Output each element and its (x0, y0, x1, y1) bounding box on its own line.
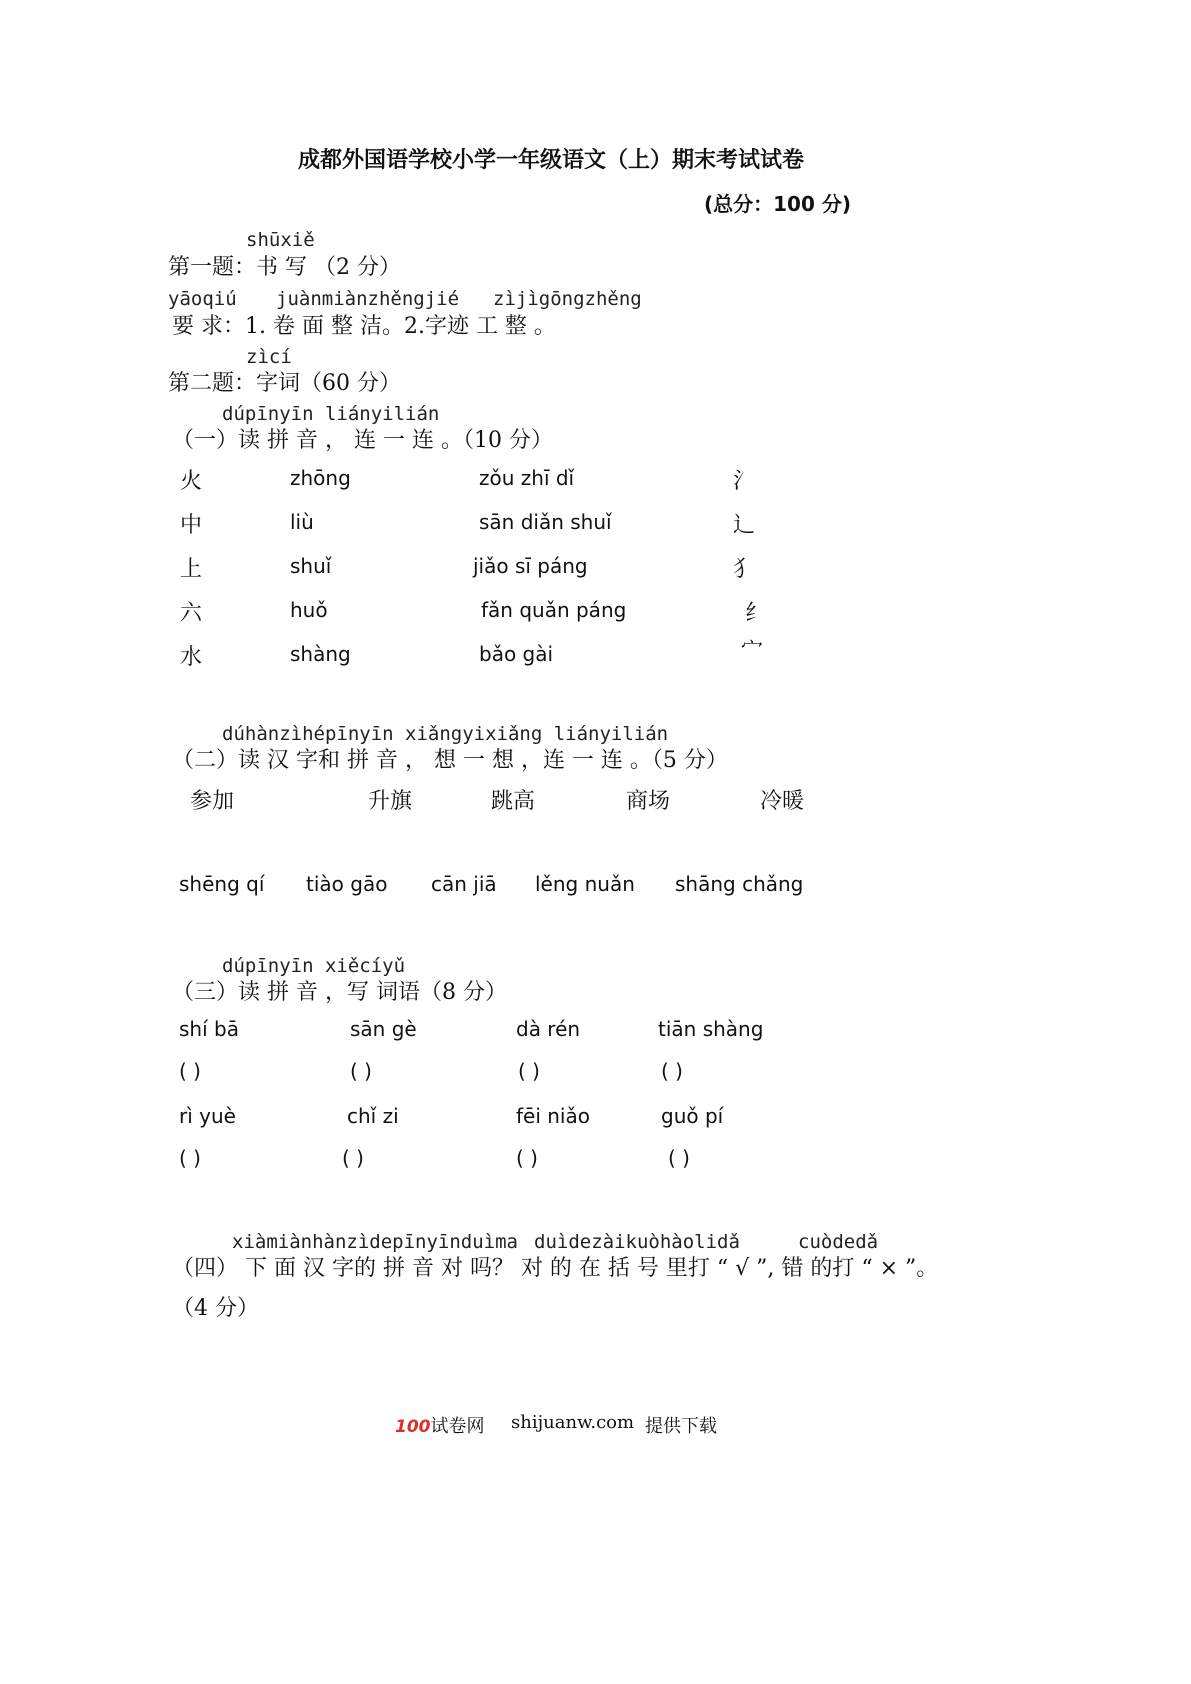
q2-pinyin: zìcí (246, 346, 292, 368)
s1-pinyin-item: zhōng (290, 466, 351, 490)
s1-pinyin-item: liù (290, 510, 314, 534)
s3-word-pinyin: guǒ pí (661, 1104, 724, 1128)
s2-pinyin-item: tiào gāo (306, 872, 388, 896)
s3-answer-blank[interactable]: ( ) (661, 1059, 683, 1083)
s1-char: 中 (180, 513, 203, 538)
s1-heading: （一）读 拼 音 ， 连 一 连 。（10 分） (172, 428, 553, 453)
s4-pinyin-1: xiàmiànhànzìdepīnyīnduìma (232, 1231, 518, 1253)
s2-word: 升旗 (368, 789, 413, 814)
q1-req-pinyin-1: yāoqiú (168, 288, 237, 310)
s3-word-pinyin: tiān shàng (658, 1017, 764, 1041)
s3-answer-blank[interactable]: ( ) (516, 1146, 538, 1170)
q2-heading: 第二题：字词（60 分） (168, 371, 401, 396)
s1-char: 火 (180, 469, 203, 494)
footer-site-name: 试卷网 (430, 1416, 485, 1437)
q1-requirement: 要 求：1. 卷 面 整 洁。2.字迹 工 整 。 (172, 314, 556, 339)
s1-radical-name: fǎn quǎn páng (481, 598, 627, 622)
s3-answer-blank[interactable]: ( ) (668, 1146, 690, 1170)
s3-word-pinyin: shí bā (179, 1017, 239, 1041)
s1-pinyin-item: shàng (290, 642, 351, 666)
site-logo: 100 (395, 1417, 431, 1437)
s3-pinyin: dúpīnyīn xiěcíyǔ (222, 955, 406, 977)
s4-pinyin-2: duìdezàikuòhàolidǎ (534, 1231, 740, 1253)
s4-score: （4 分） (172, 1296, 259, 1321)
s2-pinyin: dúhànzìhépīnyīn xiǎngyixiǎng liányilián (222, 723, 669, 745)
s2-word: 冷暖 (760, 789, 805, 814)
q1-heading: 第一题：书 写 （2 分） (168, 255, 401, 280)
s3-answer-blank[interactable]: ( ) (179, 1146, 201, 1170)
s1-char: 六 (180, 601, 203, 626)
s1-radical: 氵 (733, 469, 756, 494)
s2-pinyin-item: lěng nuǎn (535, 872, 635, 896)
s2-word: 商场 (626, 789, 671, 814)
s4-heading: （四） 下 面 汉 字的 拼 音 对 吗？ 对 的 在 括 号 里打 “ √ ”, 错 的打 “ × ”。 (172, 1256, 939, 1281)
s1-radical-name: zǒu zhī dǐ (479, 466, 575, 490)
s3-word-pinyin: chǐ zi (347, 1104, 399, 1128)
s2-heading: （二）读 汉 字和 拼 音 ， 想 一 想 ，连 一 连 。（5 分） (172, 748, 728, 773)
s1-radical-name: bǎo gài (479, 642, 554, 666)
q1-pinyin: shūxiě (246, 229, 315, 251)
s1-radical: 纟 (745, 601, 768, 626)
s4-pinyin-3: cuòdedǎ (798, 1231, 879, 1253)
s3-answer-blank[interactable]: ( ) (342, 1146, 364, 1170)
s3-word-pinyin: rì yuè (179, 1104, 236, 1128)
s3-answer-blank[interactable]: ( ) (179, 1059, 201, 1083)
s3-word-pinyin: dà rén (516, 1017, 581, 1041)
s1-char: 水 (180, 645, 203, 670)
s1-pinyin-item: shuǐ (290, 554, 332, 578)
page-title: 成都外国语学校小学一年级语文（上）期末考试试卷 (298, 148, 805, 173)
s1-pinyin-item: huǒ (290, 598, 328, 622)
s1-radical: 宀 (741, 638, 764, 651)
footer-tagline: 提供下载 (645, 1416, 717, 1437)
s3-word-pinyin: sān gè (350, 1017, 417, 1041)
footer (395, 1412, 485, 1438)
s3-word-pinyin: fēi niǎo (516, 1104, 590, 1128)
footer-url[interactable]: shijuanw.com (511, 1412, 635, 1433)
s1-radical: 辶 (733, 513, 756, 538)
s3-answer-blank[interactable]: ( ) (518, 1059, 540, 1083)
s2-pinyin-item: cān jiā (431, 872, 497, 896)
s1-pinyin: dúpīnyīn liányilián (222, 403, 440, 425)
s2-pinyin-item: shāng chǎng (675, 872, 804, 896)
s2-word: 跳高 (491, 789, 536, 814)
s2-word: 参加 (190, 789, 235, 814)
s1-radical-name: sān diǎn shuǐ (479, 510, 612, 534)
s1-char: 上 (180, 557, 203, 582)
q1-req-pinyin-2: juànmiànzhěngjié (276, 288, 460, 310)
s3-heading: （三）读 拼 音 ，写 词语（8 分） (172, 980, 507, 1005)
s1-radical-name: jiǎo sī páng (473, 554, 588, 578)
s3-answer-blank[interactable]: ( ) (350, 1059, 372, 1083)
s1-radical: 犭 (733, 557, 756, 582)
s2-pinyin-item: shēng qí (179, 872, 265, 896)
q1-req-pinyin-3: zìjìgōngzhěng (493, 288, 642, 310)
total-score: (总分：100 分) (704, 192, 851, 216)
